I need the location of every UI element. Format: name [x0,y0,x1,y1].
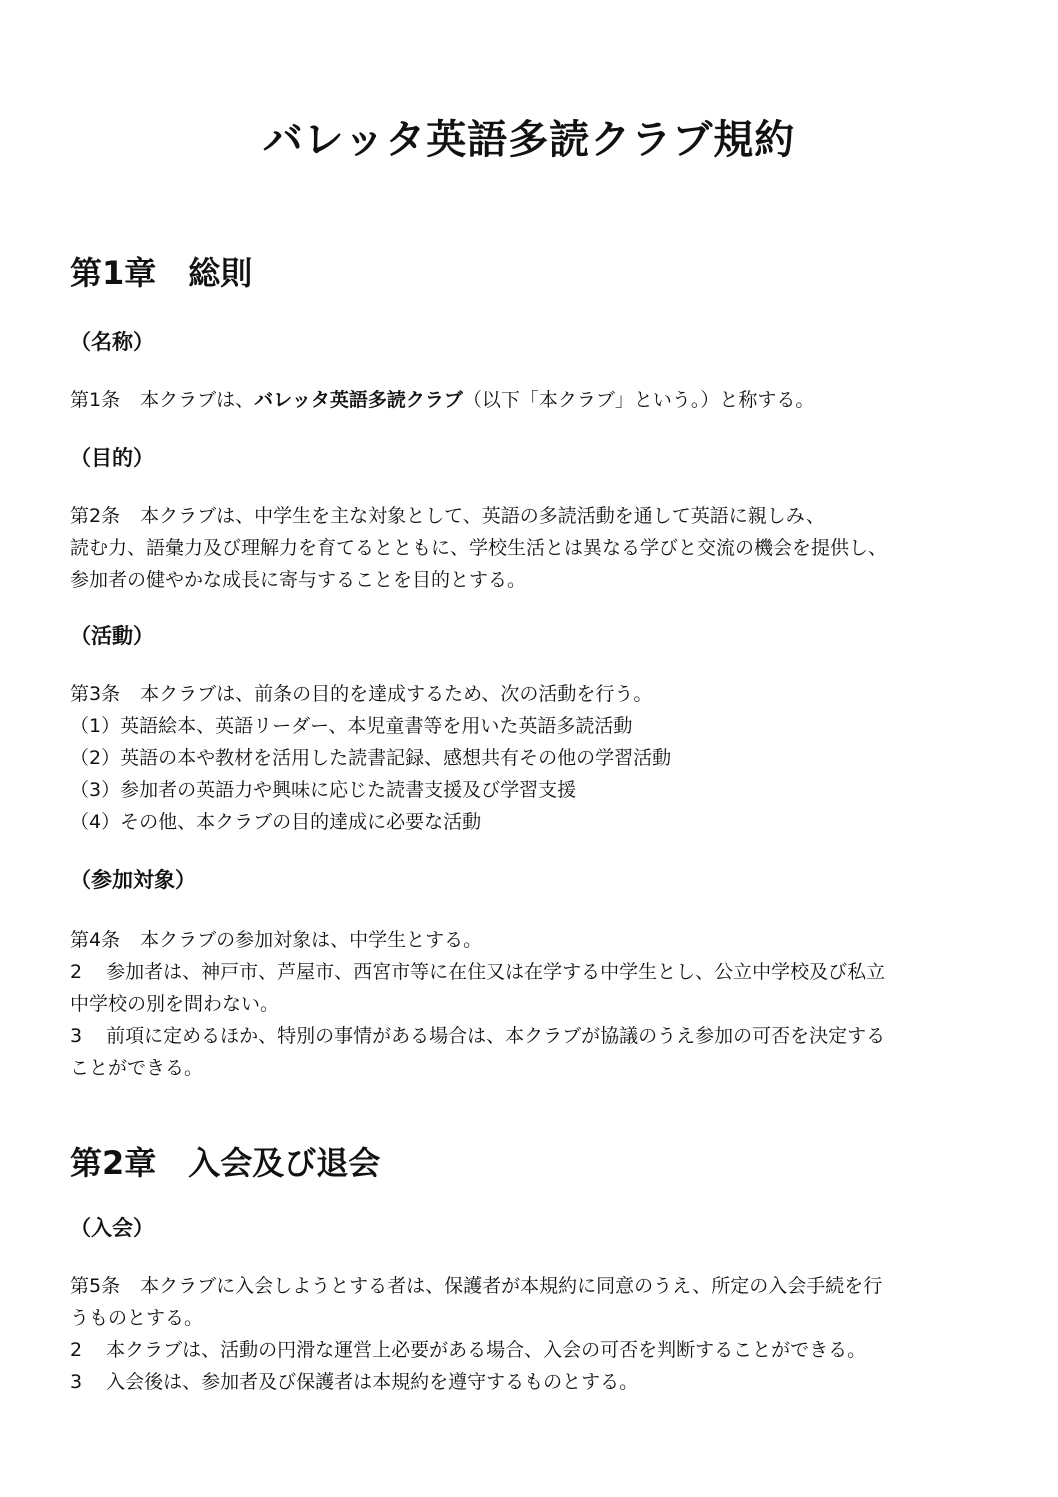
article-5 [70,1270,988,1398]
article-4-text: 本クラブの参加対象は、中学生とする。 [140,929,483,951]
article-3 [70,678,988,838]
heading-eligibility: （参加対象） [70,868,196,892]
article-5-line-2: うものとする。 [70,1307,204,1329]
article-1-text-pre: 本クラブは、 [140,389,255,411]
article-2 [70,500,988,596]
article-4-number: 第4条 [70,929,121,951]
article-5-para-2-number: 2 [70,1339,83,1361]
article-1-number: 第1条 [70,389,121,411]
heading-admission: （入会） [70,1216,154,1240]
article-2-line-1: 本クラブは、中学生を主な対象として、英語の多読活動を通して英語に親しみ、 [140,505,825,527]
article-2-line-3: 参加者の健やかな成長に寄与することを目的とする。 [70,569,527,591]
article-1-text-post: （以下「本クラブ」という。）と称する。 [462,389,815,411]
article-3-number: 第3条 [70,683,121,705]
article-2-line-2: 読む力、語彙力及び理解力を育てるとともに、学校生活とは異なる学びと交流の機会を提供し、 [70,537,888,559]
chapter-2-name: 入会及び退会 [188,1144,381,1182]
article-5-para-2-text: 本クラブは、活動の円滑な運営上必要がある場合、入会の可否を判断することができる。 [106,1339,867,1361]
chapter-2-label: 第2章 [70,1144,157,1182]
article-4-para-3-line-1: 前項に定めるほか、特別の事情がある場合は、本クラブが協議のうえ参加の可否を決定する [106,1025,886,1047]
article-4-para-2-line-1: 参加者は、神戸市、芦屋市、西宮市等に在住又は在学する中学生とし、公立中学校及び私立 [106,961,886,983]
chapter-1-label: 第1章 [70,254,157,292]
heading-activities: （活動） [70,624,154,648]
article-5-para-3-text: 入会後は、参加者及び保護者は本規約を遵守するものとする。 [106,1371,639,1393]
activity-item: （1）英語絵本、英語リーダー、本児童書等を用いた英語多読活動 [70,715,633,737]
article-3-intro: 本クラブは、前条の目的を達成するため、次の活動を行う。 [140,683,653,705]
article-4-para-3-number: 3 [70,1025,83,1047]
heading-purpose: （目的） [70,446,154,470]
article-5-para-3-number: 3 [70,1371,83,1393]
article-5-number: 第5条 [70,1275,121,1297]
article-2-number: 第2条 [70,505,121,527]
heading-name: （名称） [70,330,154,354]
article-5-line-1: 本クラブに入会しようとする者は、保護者が本規約に同意のうえ、所定の入会手続を行 [140,1275,883,1297]
club-name-bold: バレッタ英語多読クラブ [254,389,463,411]
article-4 [70,924,988,1084]
chapter-2-heading [70,1138,380,1184]
document-title: バレッタ英語多読クラブ規約 [262,117,796,163]
article-4-para-3-line-2: ことができる。 [70,1057,204,1079]
activity-item: （4）その他、本クラブの目的達成に必要な活動 [70,811,482,833]
article-4-para-2-line-2: 中学校の別を問わない。 [70,993,280,1015]
chapter-1-heading [70,248,252,294]
activity-item: （2）英語の本や教材を活用した読書記録、感想共有その他の学習活動 [70,747,672,769]
chapter-1-name: 総則 [188,254,253,292]
article-4-para-2-number: 2 [70,961,83,983]
article-1 [70,384,988,416]
activity-item: （3）参加者の英語力や興味に応じた読書支援及び学習支援 [70,779,577,801]
